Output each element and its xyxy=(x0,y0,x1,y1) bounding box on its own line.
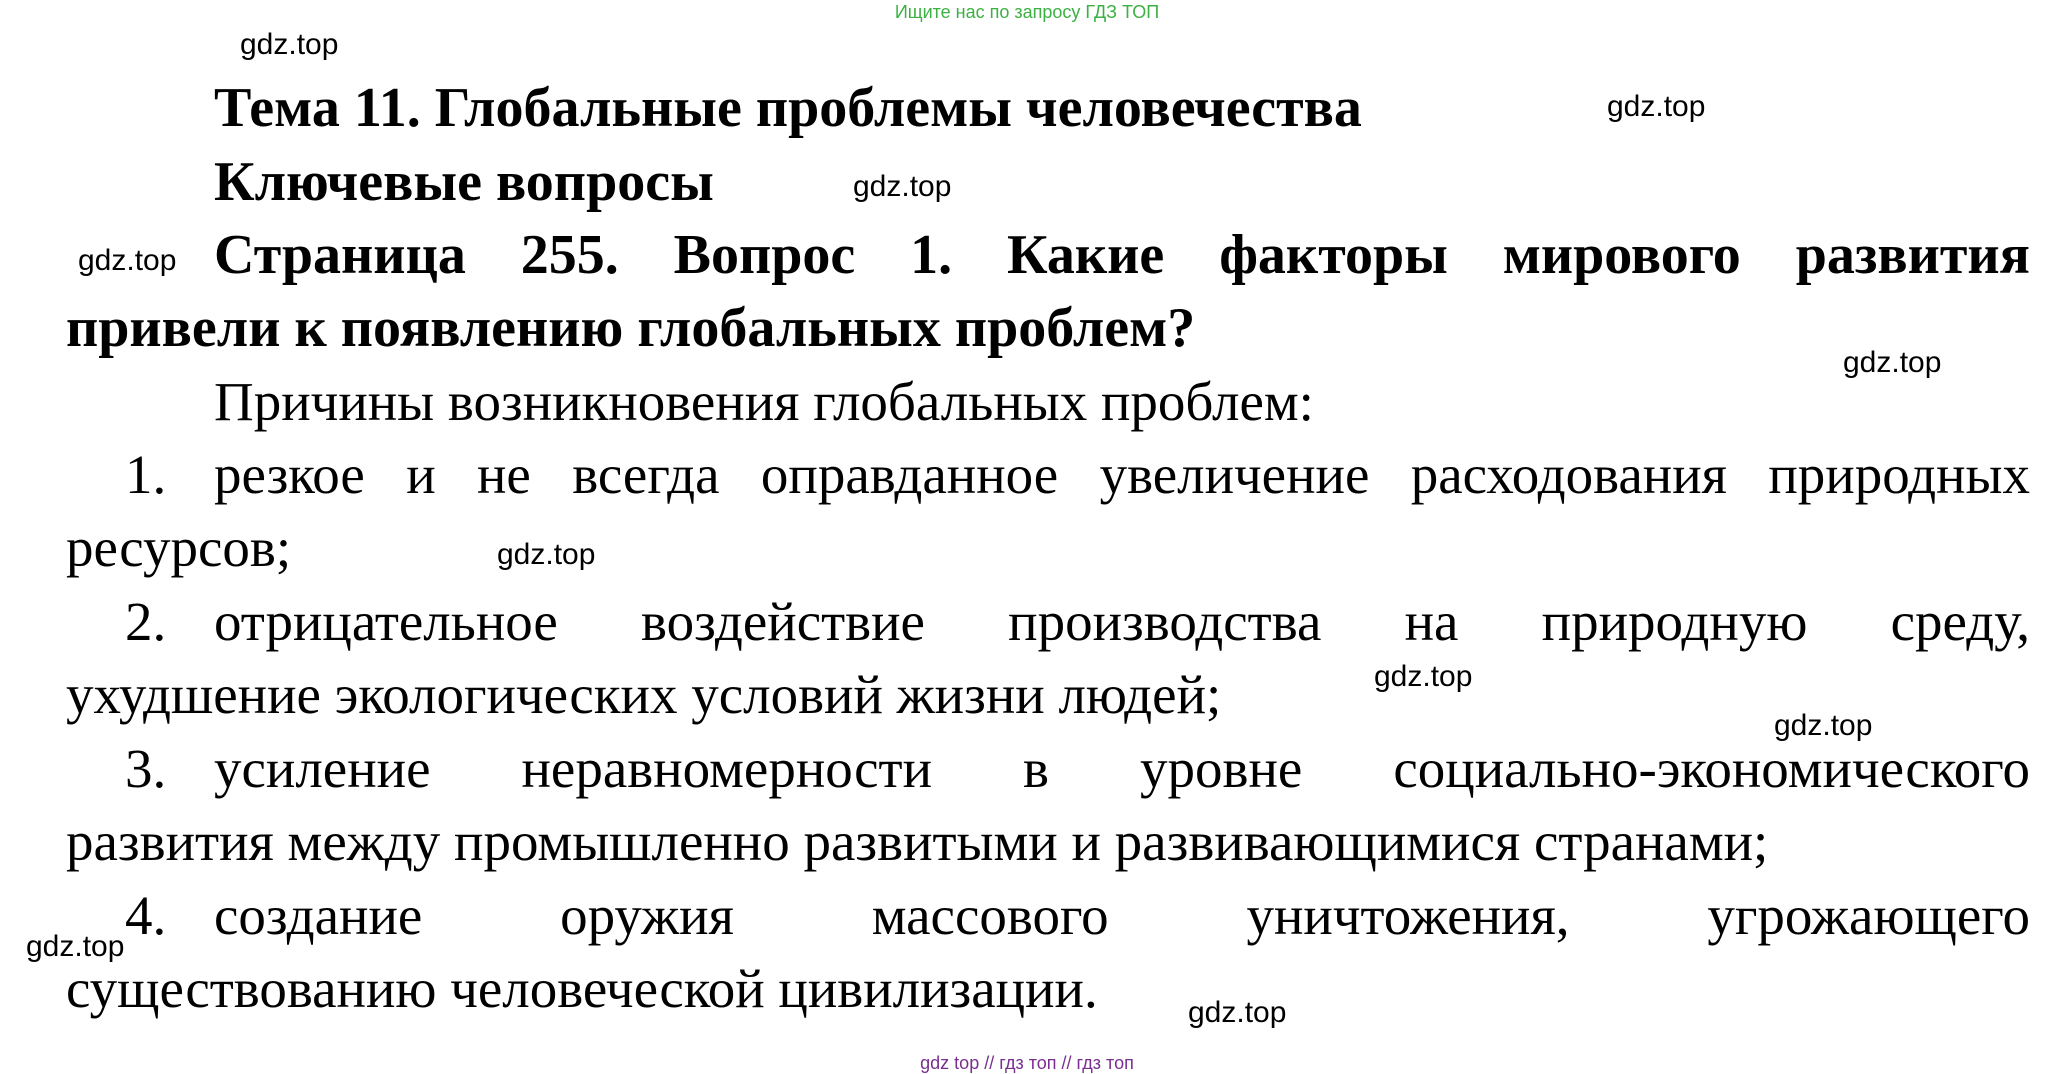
list-item-line-1 xyxy=(214,738,2030,799)
watermark: gdz.top xyxy=(78,244,177,277)
list-word: оружия xyxy=(560,885,734,946)
question-word: развития xyxy=(1795,224,2030,286)
question-word: 255. xyxy=(520,224,619,286)
list-word: социально-экономического xyxy=(1393,738,2030,799)
watermark: gdz.top xyxy=(1188,996,1287,1029)
list-item-line-1 xyxy=(214,591,2030,652)
list-item-number: 3. xyxy=(125,738,167,799)
list-word: природных xyxy=(1768,444,2030,505)
question-line-1 xyxy=(214,224,2030,286)
watermark: gdz.top xyxy=(853,170,952,203)
list-item-line-1 xyxy=(214,885,2030,946)
list-item-number: 4. xyxy=(125,885,167,946)
list-word: воздействие xyxy=(641,591,925,652)
list-item-line-2: ухудшение экологических условий жизни людей; xyxy=(66,664,1222,725)
list-word: угрожающего xyxy=(1707,885,2030,946)
list-word: создание xyxy=(214,885,423,946)
section-subtitle: Ключевые вопросы xyxy=(214,151,714,213)
watermark: gdz.top xyxy=(1607,90,1706,123)
list-word: и xyxy=(406,444,436,505)
list-word: уничтожения, xyxy=(1246,885,1570,946)
question-word: Страница xyxy=(214,224,466,286)
list-item-number: 1. xyxy=(125,444,167,505)
list-word: на xyxy=(1404,591,1459,652)
list-word: резкое xyxy=(214,444,365,505)
list-word: природную xyxy=(1541,591,1808,652)
list-item-line-2: существованию человеческой цивилизации. xyxy=(66,958,1098,1019)
list-word: оправданное xyxy=(760,444,1059,505)
list-word: в xyxy=(1023,738,1050,799)
list-word: отрицательное xyxy=(214,591,558,652)
list-word: неравномерности xyxy=(521,738,933,799)
question-line-2: привели к появлению глобальных проблем? xyxy=(66,297,1196,359)
list-word: среду, xyxy=(1890,591,2030,652)
list-word: не xyxy=(476,444,531,505)
list-item-number: 2. xyxy=(125,591,167,652)
list-word: массового xyxy=(871,885,1109,946)
footer-watermark: gdz top // гдз топ // гдз топ xyxy=(920,1053,1134,1073)
list-word: расходования xyxy=(1410,444,1727,505)
list-word: увеличение xyxy=(1099,444,1370,505)
watermark: gdz.top xyxy=(1774,709,1873,742)
watermark: gdz.top xyxy=(26,930,125,963)
list-word: производства xyxy=(1008,591,1322,652)
list-item-line-2: ресурсов; xyxy=(66,517,292,578)
question-word: факторы xyxy=(1219,224,1448,286)
question-word: Какие xyxy=(1007,224,1165,286)
list-word: всегда xyxy=(572,444,720,505)
question-word: 1. xyxy=(910,224,953,286)
watermark: gdz.top xyxy=(1374,660,1473,693)
answer-intro: Причины возникновения глобальных проблем: xyxy=(214,371,1314,432)
question-word: Вопрос xyxy=(673,224,856,286)
list-item-line-1 xyxy=(214,444,2030,505)
top-banner: Ищите нас по запросу ГДЗ ТОП xyxy=(894,2,1160,22)
list-item-line-2: развития между промышленно развитыми и развивающимися странами; xyxy=(66,811,1769,872)
question-word: мирового xyxy=(1502,224,1741,286)
list-word: усиление xyxy=(214,738,431,799)
watermark: gdz.top xyxy=(1843,346,1942,379)
page-title: Тема 11. Глобальные проблемы человечества xyxy=(214,77,1362,139)
watermark: gdz.top xyxy=(497,538,596,571)
list-word: уровне xyxy=(1140,738,1303,799)
watermark: gdz.top xyxy=(240,28,339,61)
